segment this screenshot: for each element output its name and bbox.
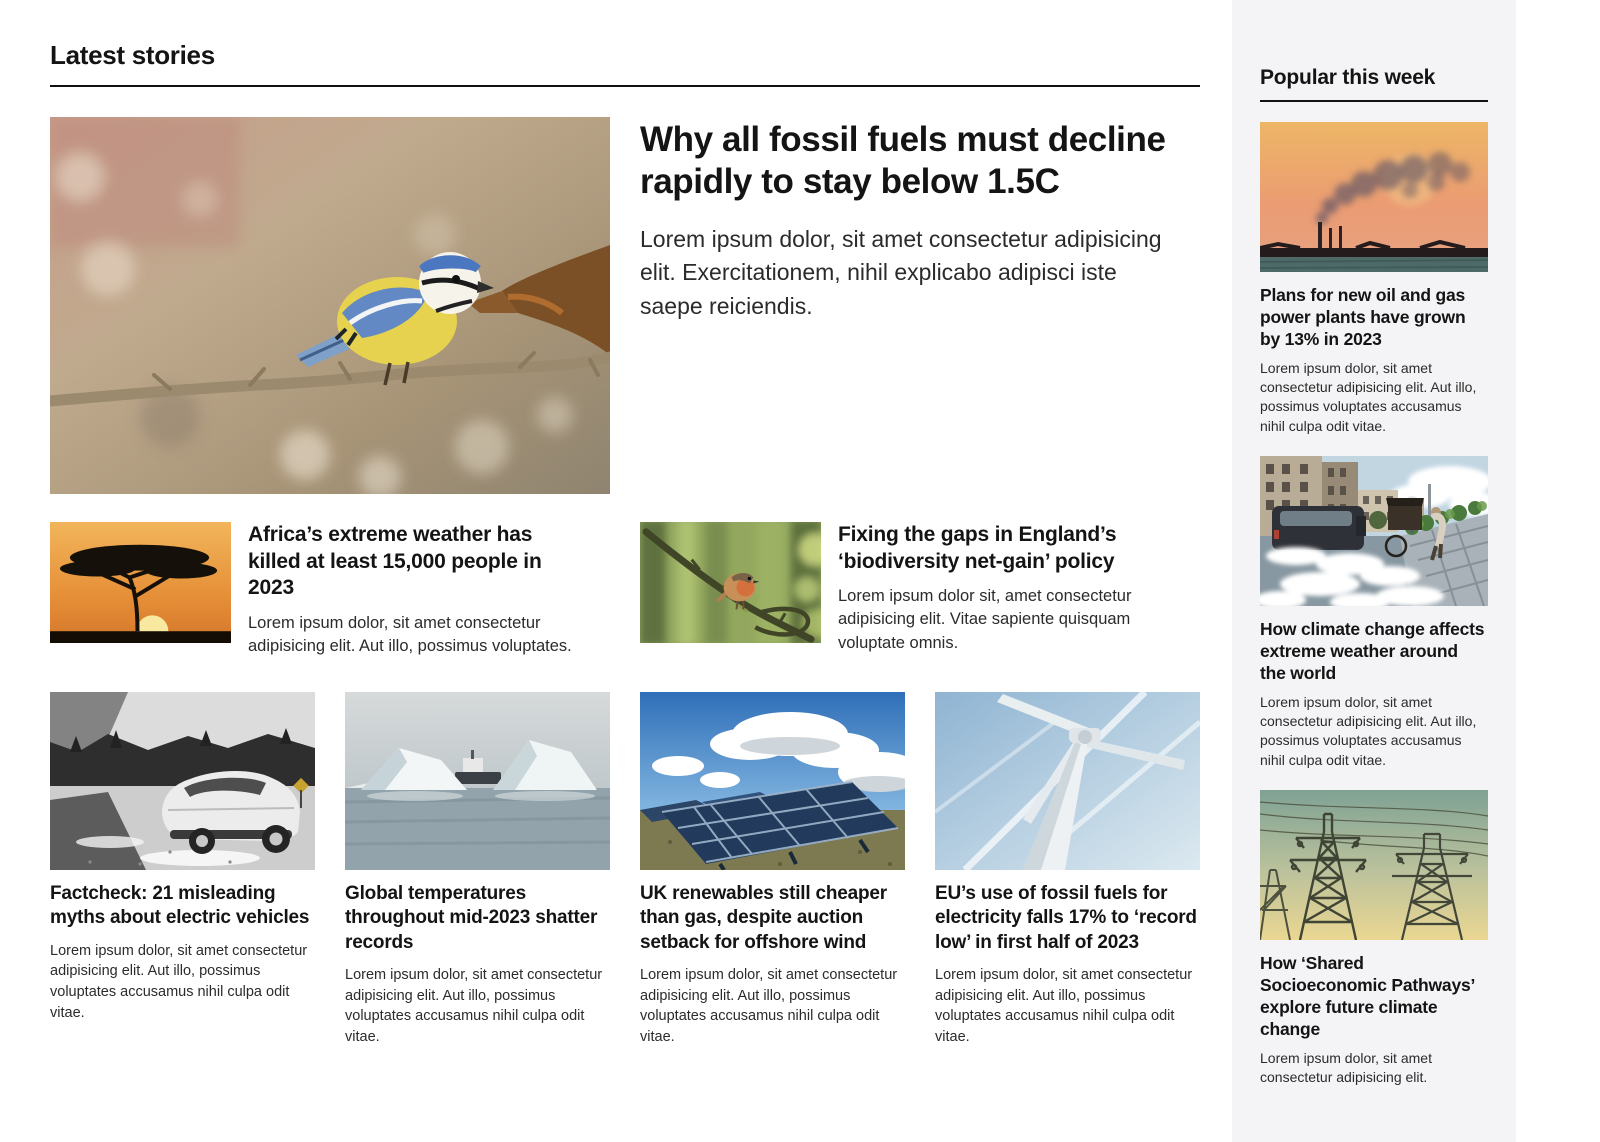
featured-story-excerpt: Lorem ipsum dolor, sit amet consectetur adipisicing elit. Exercitationem, nihil explicabo adipisci iste saepe reiciendis. bbox=[640, 226, 1162, 319]
popular-story-title[interactable]: Plans for new oil and gas power plants have grown by 13% in 2023 bbox=[1260, 285, 1466, 350]
popular-heading: Popular this week bbox=[1260, 66, 1488, 102]
grid-story-excerpt: Lorem ipsum dolor, sit amet consectetur adipisicing elit. Aut illo, possimus voluptates accusamus nihil culpa odit vitae. bbox=[640, 967, 898, 1045]
latest-stories-section bbox=[50, 0, 1200, 1142]
featured-story-title[interactable]: Why all fossil fuels must decline rapidly to stay below 1.5C bbox=[640, 120, 1166, 201]
grid-story-ev-factcheck bbox=[50, 692, 315, 1047]
secondary-story-biodiversity bbox=[640, 522, 1200, 658]
story-grid-row bbox=[50, 692, 1200, 1047]
secondary-story-excerpt: Lorem ipsum dolor sit, amet consectetur adipisicing elit. Vitae sapiente quisquam voluptate omnis. bbox=[838, 587, 1132, 652]
acacia-sunset-illustration bbox=[50, 522, 231, 643]
popular-story-image[interactable] bbox=[1260, 790, 1488, 940]
grid-story-image[interactable] bbox=[345, 692, 610, 870]
secondary-story-title[interactable]: Africa’s extreme weather has killed at least 15,000 people in 2023 bbox=[248, 523, 542, 600]
grid-story-image[interactable] bbox=[935, 692, 1200, 870]
grid-story-title[interactable]: UK renewables still cheaper than gas, despite auction setback for offshore wind bbox=[640, 883, 887, 953]
secondary-story-body bbox=[838, 522, 1188, 658]
secondary-story-image[interactable] bbox=[640, 522, 821, 643]
grid-story-eu-fossil-fuels bbox=[935, 692, 1200, 1047]
grid-story-excerpt: Lorem ipsum dolor, sit amet consectetur adipisicing elit. Aut illo, possimus voluptates accusamus nihil culpa odit vitae. bbox=[935, 967, 1193, 1045]
electricity-pylons-illustration bbox=[1260, 790, 1488, 940]
secondary-story-body bbox=[248, 522, 598, 658]
grid-story-image[interactable] bbox=[50, 692, 315, 870]
secondary-story-africa bbox=[50, 522, 610, 658]
secondary-story-image[interactable] bbox=[50, 522, 231, 643]
robin-forest-illustration bbox=[640, 522, 821, 643]
grid-story-title[interactable]: Global temperatures throughout mid-2023 shatter records bbox=[345, 883, 598, 953]
popular-story-image[interactable] bbox=[1260, 456, 1488, 606]
latest-stories-heading: Latest stories bbox=[50, 40, 1200, 87]
popular-story-title[interactable]: How ‘Shared Socioeconomic Pathways’ explore future climate change bbox=[1260, 952, 1475, 1040]
featured-story-body bbox=[640, 117, 1200, 494]
popular-story-extreme-weather bbox=[1260, 456, 1488, 770]
wind-turbine-illustration bbox=[935, 692, 1200, 870]
grid-story-global-temperatures bbox=[345, 692, 610, 1047]
flooded-street-illustration bbox=[1260, 456, 1488, 606]
popular-story-excerpt: Lorem ipsum dolor, sit amet consectetur adipisicing elit. bbox=[1260, 1049, 1432, 1085]
grid-story-title[interactable]: Factcheck: 21 misleading myths about electric vehicles bbox=[50, 883, 310, 929]
secondary-stories-row bbox=[50, 522, 1200, 658]
popular-story-ssp-pathways bbox=[1260, 790, 1488, 1088]
grid-story-title[interactable]: EU’s use of fossil fuels for electricity falls 17% to ‘record low’ in first half of 2023 bbox=[935, 883, 1197, 953]
grid-story-uk-renewables bbox=[640, 692, 905, 1047]
secondary-story-excerpt: Lorem ipsum dolor, sit amet consectetur adipisicing elit. Aut illo, possimus voluptates. bbox=[248, 613, 572, 656]
featured-story-image[interactable] bbox=[50, 117, 610, 494]
popular-story-excerpt: Lorem ipsum dolor, sit amet consectetur adipisicing elit. Aut illo, possimus voluptates accusamus nihil culpa odit vitae. bbox=[1260, 693, 1477, 768]
secondary-story-title[interactable]: Fixing the gaps in England’s ‘biodiversity net-gain’ policy bbox=[838, 523, 1117, 573]
grid-story-image[interactable] bbox=[640, 692, 905, 870]
grid-story-excerpt: Lorem ipsum dolor, sit amet consectetur adipisicing elit. Aut illo, possimus voluptates accusamus nihil culpa odit vitae. bbox=[50, 942, 308, 1021]
popular-story-image[interactable] bbox=[1260, 122, 1488, 272]
power-plant-sunset-illustration bbox=[1260, 122, 1488, 272]
popular-story-title[interactable]: How climate change affects extreme weather around the world bbox=[1260, 618, 1485, 684]
electric-car-snow-illustration bbox=[50, 692, 315, 870]
popular-story-oil-gas-plants bbox=[1260, 122, 1488, 436]
popular-this-week-sidebar bbox=[1232, 0, 1516, 1142]
grid-story-excerpt: Lorem ipsum dolor, sit amet consectetur adipisicing elit. Aut illo, possimus voluptates accusamus nihil culpa odit vitae. bbox=[345, 967, 603, 1045]
popular-story-excerpt: Lorem ipsum dolor, sit amet consectetur adipisicing elit. Aut illo, possimus voluptates accusamus nihil culpa odit vitae. bbox=[1260, 359, 1477, 434]
featured-story bbox=[50, 117, 1200, 494]
blue-tit-bird-illustration bbox=[50, 117, 610, 494]
icebergs-ship-illustration bbox=[345, 692, 610, 870]
solar-farm-illustration bbox=[640, 692, 905, 870]
